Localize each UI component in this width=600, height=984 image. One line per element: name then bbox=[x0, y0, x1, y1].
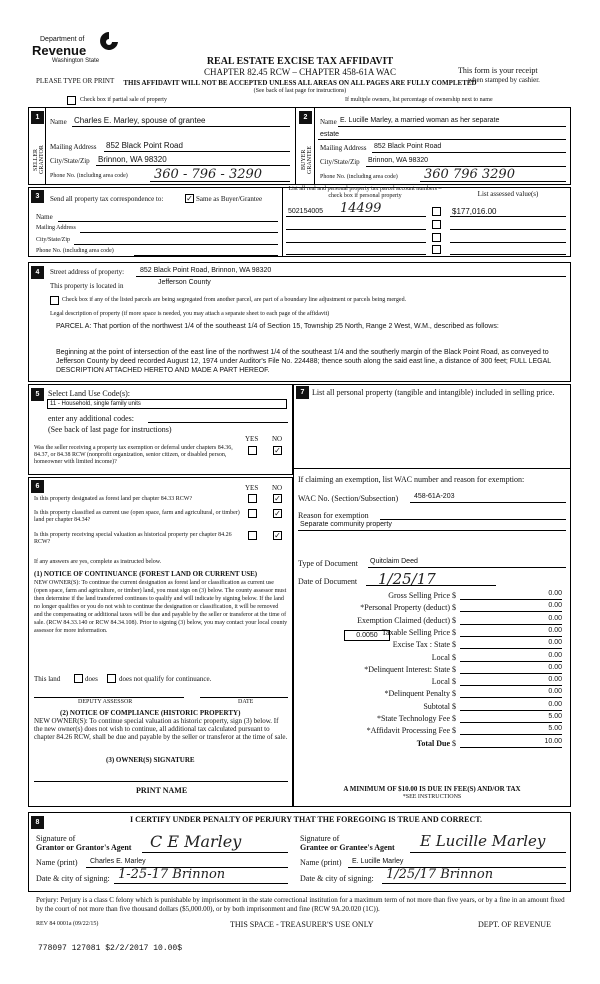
amount-row-value[interactable]: 0.00 bbox=[460, 615, 562, 625]
s6-q1: Is this property designated as forest land per chapter 84.33 RCW? bbox=[34, 496, 193, 502]
amount-row-dollar: $ bbox=[452, 640, 456, 649]
s3-name-label: Name bbox=[36, 213, 53, 221]
s3-parcel-handwritten: 14499 bbox=[340, 201, 382, 216]
s6-if-yes: If any answers are yes, complete as instructed below. bbox=[34, 559, 162, 565]
amount-row-dollar: $ bbox=[452, 653, 456, 662]
amount-row-dollar: $ bbox=[452, 591, 456, 600]
amount-row-label: Exemption Claimed (deduct) bbox=[357, 616, 450, 625]
amount-row-label: *State Technology Fee bbox=[376, 714, 450, 723]
same-as-buyer-checkbox[interactable]: ✓ bbox=[186, 194, 193, 203]
amount-row-dollar: $ bbox=[452, 628, 456, 637]
amount-row-dollar: $ bbox=[452, 677, 456, 686]
s6-compliance-body: NEW OWNER(S): To continue special valuation as historic property, sign (3) below. If the new owner(s) does not wish to continue, all additional tax calculated pursuant to chapter 84.26 RCW, shall be due and payable by the seller or transferor at the time of sale. bbox=[34, 717, 288, 741]
s6-q2: Is this property classified as current use (open space, farm and agricultural, or timber) land per chapter 84.34? bbox=[34, 510, 240, 523]
amount-row-label: Gross Selling Price bbox=[388, 591, 450, 600]
header-see-back: (See back of last page for instructions) bbox=[253, 88, 347, 94]
s8-sig-grantee-1: Signature of bbox=[300, 834, 340, 843]
s8-grantee-signature: E Lucille Marley bbox=[420, 832, 546, 850]
amount-row-label: Taxable Selling Price bbox=[381, 628, 450, 637]
s5-land-use-select[interactable]: 11 - Household, single family units bbox=[47, 399, 287, 409]
amount-row-label: Excise Tax : State bbox=[392, 640, 450, 649]
s6-does: does bbox=[85, 675, 98, 683]
s5-no: NO bbox=[272, 435, 283, 443]
s8-grantor-signature: C E Marley bbox=[150, 832, 242, 851]
s6-this-land: This land bbox=[34, 675, 61, 683]
s2-mailing-label: Mailing Address bbox=[320, 144, 367, 152]
s7-see-instructions: *SEE INSTRUCTIONS bbox=[402, 794, 462, 800]
s8-sig-grantor-2: Grantor or Grantor's Agent bbox=[36, 843, 132, 852]
s2-name-value[interactable]: E. Lucille Marley, a married woman as her separate bbox=[340, 117, 500, 124]
s6-continuance-body: NEW OWNER(S): To continue the current designation as forest land or classification as current use (open space, farm and agriculture, or timber) land, you must sign on (3) below. The county assessor must then determine if the land transferred continues to qualify and will indicate by signing below. If the land no longer qualifies or you do not wish to continue the designation or classification, it will be removed and the compensating or additional taxes will be due and payable by the seller or transferor at the time of sale. (RCW 84.33.140 or RCW 84.34.108). Prior to signing (3) below, you may contact your local county assessor for more information. bbox=[34, 580, 288, 634]
form-title: REAL ESTATE EXCISE TAX AFFIDAVIT bbox=[206, 56, 394, 67]
amount-row-value[interactable]: 0.00 bbox=[460, 627, 562, 637]
s7-wac-label: WAC No. (Section/Subsection) bbox=[298, 494, 399, 503]
s7-personal-label: List all personal property (tangible and intangible) included in selling price. bbox=[312, 388, 555, 397]
s2-city-label: City/State/Zip bbox=[320, 158, 360, 166]
amount-row-label: Local bbox=[431, 677, 450, 686]
s7-minimum: A MINIMUM OF $10.00 IS DUE IN FEE(S) AND/OR TAX bbox=[343, 785, 521, 793]
s3-phone-label: Phone No. (including area code) bbox=[36, 248, 114, 254]
s6-owner-sig: (3) OWNER(S) SIGNATURE bbox=[106, 756, 195, 764]
logo-swoosh-icon bbox=[98, 30, 120, 54]
segregated-checkbox[interactable] bbox=[50, 296, 59, 305]
s2-city-value[interactable]: Brinnon, WA 98320 bbox=[368, 157, 429, 164]
s5-land-use-label: Select Land Use Code(s): bbox=[48, 389, 130, 398]
amount-row-value[interactable]: 0.00 bbox=[460, 676, 562, 686]
amount-row-dollar: $ bbox=[452, 726, 456, 735]
s7-reason-label: Reason for exemption bbox=[298, 511, 369, 520]
amount-row-dollar: $ bbox=[452, 702, 456, 711]
s6-does-checkbox[interactable] bbox=[74, 674, 83, 683]
logo-line1: Department of bbox=[40, 36, 85, 43]
s1-phone-label: Phone No. (including area code) bbox=[50, 173, 128, 179]
parcel-3-personal-checkbox[interactable] bbox=[432, 233, 441, 242]
s3-mailing-label: Mailing Address bbox=[36, 225, 76, 231]
amount-row-dollar: $ bbox=[452, 689, 456, 698]
section-6-number: 6 bbox=[31, 480, 44, 493]
s6-date-label: DATE bbox=[238, 699, 254, 705]
s5-exempt-yes-checkbox[interactable] bbox=[248, 446, 257, 455]
s1-mailing-value[interactable]: 852 Black Point Road bbox=[106, 141, 183, 150]
s7-date-value[interactable]: 1/25/17 bbox=[378, 570, 436, 588]
s5-see-back: (See back of last page for instructions) bbox=[48, 425, 172, 434]
s3-same-label: Same as Buyer/Grantee bbox=[196, 195, 263, 203]
amount-row-value[interactable]: 0.00 bbox=[460, 701, 562, 711]
s2-name-value-2[interactable]: estate bbox=[320, 131, 340, 138]
amount-row-label: Subtotal bbox=[423, 702, 450, 711]
s1-mailing-label: Mailing Address bbox=[50, 143, 97, 151]
receipt-note-2: when stamped by cashier. bbox=[468, 76, 540, 84]
s6-q1-yes-checkbox[interactable] bbox=[248, 494, 257, 503]
receipt-note-1: This form is your receipt bbox=[458, 66, 538, 75]
amount-row-label: *Delinquent Interest: State bbox=[364, 665, 450, 674]
s3-send-label: Send all property tax correspondence to: bbox=[50, 195, 164, 203]
form-warning: THIS AFFIDAVIT WILL NOT BE ACCEPTED UNLESS ALL AREAS ON ALL PAGES ARE FULLY COMPLETED bbox=[123, 79, 477, 87]
s7-type-value[interactable]: Quitclaim Deed bbox=[370, 558, 418, 565]
s7-type-label: Type of Document bbox=[298, 559, 358, 568]
s8-date-city-grantor: Date & city of signing: bbox=[36, 874, 110, 883]
section-8-number: 8 bbox=[31, 816, 44, 829]
form-number: REV 84 0001a (09/22/15) bbox=[36, 921, 99, 927]
s8-grantee-date[interactable]: 1/25/17 Brinnon bbox=[386, 867, 494, 882]
s8-sig-grantee-2: Grantee or Grantee's Agent bbox=[300, 843, 395, 852]
s4-legal-2: Beginning at the point of intersection of the east line of the northwest 1/4 of the southeast 1/4 and the southerly margin of the Black Point Road, as conveyed to Jefferson County by deed recorded August 12, 1974 under Auditor's File No. 224488; thence south along the said east line, a distance of 300 feet; FULL LEGAL DESCRIPTION ATTACHED HERETO AND MADE A PART HEREOF. bbox=[56, 349, 551, 374]
s6-continuance-title: (1) NOTICE OF CONTINUANCE (FOREST LAND OR CURRENT USE) bbox=[34, 570, 258, 578]
amount-row-label: *Delinquent Penalty bbox=[384, 689, 450, 698]
logo-line3: Washington State bbox=[52, 58, 100, 64]
section-1-number: 1 bbox=[31, 111, 44, 124]
multiple-owners-note: If multiple owners, list percentage of ownership next to name bbox=[345, 97, 493, 103]
s4-legal-label: Legal description of property (if more space is needed, you may attach a separate sheet to each page of the affidavit) bbox=[50, 311, 330, 317]
s6-q2-no-checkbox[interactable]: ✓ bbox=[274, 509, 281, 518]
s8-grantee-name[interactable]: E. Lucille Marley bbox=[352, 858, 404, 865]
amount-row-dollar: $ bbox=[452, 714, 456, 723]
s5-exempt-no-checkbox[interactable]: ✓ bbox=[274, 446, 281, 455]
amount-row-label: Total Due bbox=[416, 739, 450, 748]
seller-grantor-label: SELLER GRANTOR bbox=[33, 145, 45, 175]
s4-street-value[interactable]: 852 Black Point Road, Brinnon, WA 98320 bbox=[140, 267, 272, 274]
section-3-number: 3 bbox=[31, 190, 44, 203]
amount-row-value[interactable]: 0.00 bbox=[460, 602, 562, 612]
s7-local-rate[interactable]: 0.0050 bbox=[344, 630, 390, 641]
s8-name-print-grantor: Name (print) bbox=[36, 858, 78, 867]
amount-row-value[interactable]: 5.00 bbox=[460, 725, 562, 735]
parcel-4-personal-checkbox[interactable] bbox=[432, 245, 441, 254]
parcel-1-personal-checkbox[interactable] bbox=[432, 207, 441, 216]
amount-row-value[interactable]: 0.00 bbox=[460, 664, 562, 674]
s6-deputy-label: DEPUTY ASSESSOR bbox=[78, 699, 133, 705]
s2-mailing-value[interactable]: 852 Black Point Road bbox=[374, 143, 442, 150]
s2-name-label: Name bbox=[320, 118, 337, 126]
s4-legal-1: PARCEL A: That portion of the northwest 1/4 of the southeast 1/4 of Section 15, Township 25 North, Range 2 West, W.M., described as follows: bbox=[56, 323, 499, 330]
partial-sale-checkbox[interactable] bbox=[67, 96, 76, 105]
treasurer-note: THIS SPACE - TREASURER'S USE ONLY bbox=[230, 920, 374, 929]
s4-segregated-label: Check box if any of the listed parcels are being segregated from another parcel, are part of a boundary line adjustment or parcels being merged. bbox=[62, 297, 407, 303]
s4-located-value[interactable]: Jefferson County bbox=[158, 279, 211, 286]
s1-city-value[interactable]: Brinnon, WA 98320 bbox=[98, 155, 167, 164]
logo-line2: Revenue bbox=[32, 43, 87, 58]
s3-assessed-header: List assessed value(s) bbox=[477, 190, 539, 198]
s6-q3: Is this property receiving special valuation as historical property per chapter 84.26 RCW? bbox=[34, 532, 232, 545]
parcel-2-personal-checkbox[interactable] bbox=[432, 220, 441, 229]
s4-located-label: This property is located in bbox=[50, 282, 124, 290]
s1-city-label: City/State/Zip bbox=[50, 157, 90, 165]
please-type: PLEASE TYPE OR PRINT bbox=[36, 77, 115, 85]
s3-parcel-number[interactable]: 502154005 bbox=[288, 208, 324, 215]
s1-name-label: Name bbox=[50, 118, 67, 126]
s5-additional-label: enter any additional codes: bbox=[48, 414, 134, 423]
s2-phone-label: Phone No. (including area code) bbox=[320, 174, 398, 180]
s3-assessed-value[interactable]: $177,016.00 bbox=[452, 207, 497, 216]
s1-name-value[interactable]: Charles E. Marley, spouse of grantee bbox=[74, 116, 206, 125]
s7-exemption-label: If claiming an exemption, list WAC number and reason for exemption: bbox=[298, 475, 525, 484]
amount-row-dollar: $ bbox=[452, 603, 456, 612]
s6-q3-no-checkbox[interactable]: ✓ bbox=[274, 531, 281, 540]
amount-row-label: Local bbox=[431, 653, 450, 662]
amount-row-value[interactable]: 10.00 bbox=[460, 738, 562, 748]
s6-does-not-checkbox[interactable] bbox=[107, 674, 116, 683]
section-5-number: 5 bbox=[31, 388, 44, 401]
s6-print-name: PRINT NAME bbox=[136, 786, 188, 795]
s7-reason-value[interactable]: Separate community property bbox=[300, 521, 392, 528]
s2-phone-value[interactable]: 360 796 3290 bbox=[424, 167, 515, 182]
s3-city-label: City/State/Zip bbox=[36, 237, 70, 243]
s6-does-not: does not qualify for continuance. bbox=[119, 675, 212, 683]
amount-row-value[interactable]: 5.00 bbox=[460, 713, 562, 723]
amount-row-label: *Personal Property (deduct) bbox=[360, 603, 450, 612]
amount-row-value[interactable]: 0.00 bbox=[460, 652, 562, 662]
s1-phone-value[interactable]: 360 - 796 - 3290 bbox=[154, 167, 263, 182]
s8-sig-grantor-1: Signature of bbox=[36, 834, 76, 843]
section-7-number: 7 bbox=[296, 386, 309, 399]
dept-revenue-label: DEPT. OF REVENUE bbox=[478, 920, 551, 929]
amount-row-dollar: $ bbox=[452, 665, 456, 674]
section-4-number: 4 bbox=[31, 266, 44, 279]
s8-grantor-name[interactable]: Charles E. Marley bbox=[90, 858, 146, 865]
s8-name-print-grantee: Name (print) bbox=[300, 858, 342, 867]
s6-q1-no-checkbox[interactable]: ✓ bbox=[274, 494, 281, 503]
s5-exempt-question: Was the seller receiving a property tax exemption or deferral under chapters 84.36, 84.37, or 84.38 RCW (nonprofit organization, senior citizen, or disabled person, homeowner with limited income)? bbox=[34, 445, 233, 465]
s6-no: NO bbox=[272, 484, 283, 492]
s5-yes: YES bbox=[245, 435, 259, 443]
amount-row-dollar: $ bbox=[452, 739, 456, 748]
treasurer-stamp: 778097 127081 $2/2/2017 10.00$ bbox=[38, 944, 183, 953]
s6-compliance-title: (2) NOTICE OF COMPLIANCE (HISTORIC PROPERTY) bbox=[60, 709, 241, 717]
s3-list-header: List all real and personal property tax parcel account numbers – check box if personal property bbox=[288, 186, 442, 199]
s8-grantor-date[interactable]: 1-25-17 Brinnon bbox=[118, 867, 226, 882]
amount-row-label: *Affidavit Processing Fee bbox=[366, 726, 450, 735]
s6-q2-yes-checkbox[interactable] bbox=[248, 509, 257, 518]
partial-sale-label: Check box if partial sale of property bbox=[80, 97, 167, 103]
s7-date-label: Date of Document bbox=[298, 577, 358, 586]
form-subtitle: CHAPTER 82.45 RCW – CHAPTER 458-61A WAC bbox=[204, 67, 396, 77]
perjury-notice: Perjury: Perjury is a class C felony which is punishable by imprisonment in the state correctional institution for a maximum term of not more than five years, or by a fine in an amount fixed by the court of not more than five thousand dollars ($5,000.00), or by both imprisonment and fine (RCW 9A.20.020 (1C)). bbox=[36, 896, 565, 913]
section-2-number: 2 bbox=[299, 111, 312, 124]
amount-row-value[interactable]: 0.00 bbox=[460, 639, 562, 649]
s4-street-label: Street address of property: bbox=[50, 268, 125, 276]
amount-row-value[interactable]: 0.00 bbox=[460, 590, 562, 600]
amount-row-value[interactable]: 0.00 bbox=[460, 688, 562, 698]
buyer-grantee-label: BUYER GRANTEE bbox=[301, 146, 313, 174]
s8-date-city-grantee: Date & city of signing: bbox=[300, 874, 374, 883]
s7-wac-value[interactable]: 458-61A-203 bbox=[414, 493, 455, 500]
dor-logo bbox=[30, 30, 125, 68]
s6-q3-yes-checkbox[interactable] bbox=[248, 531, 257, 540]
s6-yes: YES bbox=[245, 484, 259, 492]
s8-certify: I CERTIFY UNDER PENALTY OF PERJURY THAT THE FOREGOING IS TRUE AND CORRECT. bbox=[130, 815, 483, 824]
amount-row-dollar: $ bbox=[452, 616, 456, 625]
